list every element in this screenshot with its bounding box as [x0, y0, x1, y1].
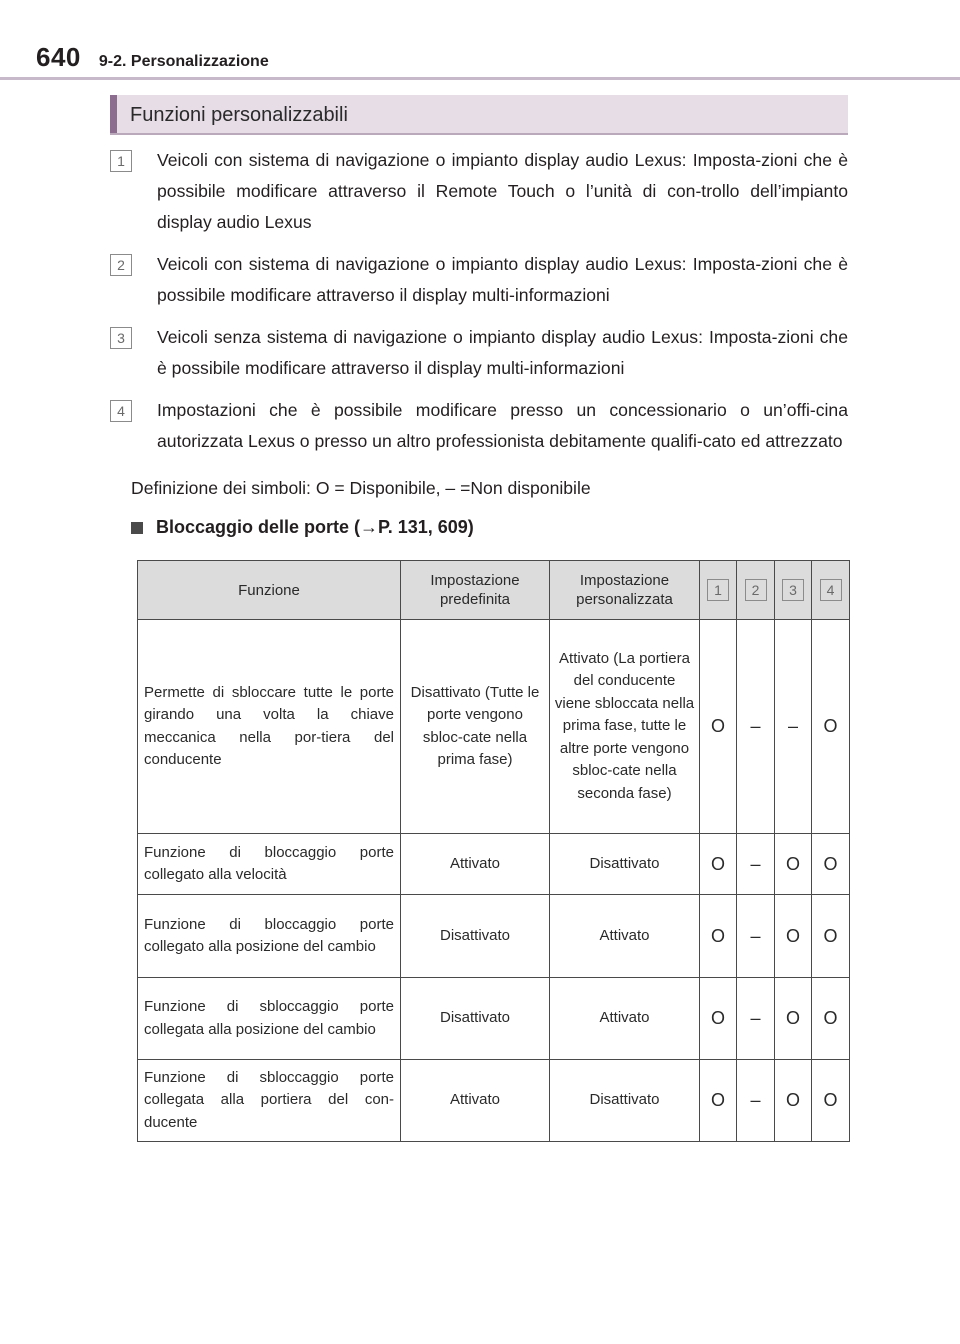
legend-item: [110, 322, 848, 384]
cell-custom: Attivato: [550, 895, 700, 978]
cell-default: Attivato: [401, 1060, 550, 1142]
cell-mark: –: [737, 834, 775, 895]
header-function: Funzione: [138, 561, 401, 620]
cell-custom: Attivato (La portiera del conducente viene sbloccata nella prima fase, tutte le altre porte vengono sbloc-cate nella seconda fase): [550, 620, 700, 834]
item-number-badge: 3: [110, 327, 132, 349]
column-number-badge: 4: [820, 579, 842, 601]
page-number: 640: [36, 42, 81, 72]
legend-item: [110, 395, 848, 457]
cell-mark: –: [737, 978, 775, 1060]
subheading-text: Bloccaggio delle porte (→P. 131, 609): [156, 517, 474, 537]
table-row: [138, 895, 850, 978]
cell-function: Funzione di sbloccaggio porte collegata alla posizione del cambio: [138, 978, 401, 1060]
section-title: Funzioni personalizzabili: [130, 104, 348, 126]
cell-mark: O: [812, 978, 850, 1060]
cell-default: Disattivato: [401, 895, 550, 978]
cell-mark: O: [700, 895, 737, 978]
cell-default: Disattivato: [401, 978, 550, 1060]
chapter-title: 9-2. Personalizzazione: [98, 53, 269, 70]
column-number-badge: 1: [707, 579, 729, 601]
subheading: [131, 517, 474, 538]
table-row: [138, 620, 850, 834]
cell-mark: O: [700, 978, 737, 1060]
cell-mark: O: [700, 834, 737, 895]
cell-default: Attivato: [401, 834, 550, 895]
cell-mark: –: [775, 620, 812, 834]
page-header: [36, 42, 269, 73]
header-col-4: [812, 561, 850, 620]
cell-mark: O: [812, 1060, 850, 1142]
cell-mark: O: [812, 834, 850, 895]
square-bullet-icon: [131, 522, 143, 534]
cell-mark: O: [700, 1060, 737, 1142]
item-text: Veicoli senza sistema di navigazione o impianto display audio Lexus: Imposta-zioni che è possibile modificare attraverso il display multi-informazioni: [157, 327, 848, 378]
cell-function: Permette di sbloccare tutte le porte girando una volta la chiave meccanica nella por-tiera del conducente: [138, 620, 401, 834]
section-heading-bar: [110, 95, 848, 135]
legend-item: [110, 249, 848, 311]
legend-item: [110, 145, 848, 238]
cell-function: Funzione di sbloccaggio porte collegata alla portiera del con-ducente: [138, 1060, 401, 1142]
item-text: Impostazioni che è possibile modificare presso un concessionario o un’offi-cina autorizzata Lexus o presso un altro professionista debitamente qualifi-cato ed attrezzato: [157, 400, 848, 451]
header-col-1: [700, 561, 737, 620]
cell-mark: O: [775, 895, 812, 978]
cell-default: Disattivato (Tutte le porte vengono sbloc-cate nella prima fase): [401, 620, 550, 834]
header-col-2: [737, 561, 775, 620]
symbol-definition: Definizione dei simboli: O = Disponibile, – =Non disponibile: [131, 478, 591, 498]
cell-function: Funzione di bloccaggio porte collegato alla posizione del cambio: [138, 895, 401, 978]
cell-mark: O: [775, 834, 812, 895]
table-header-row: [138, 561, 850, 620]
column-number-badge: 3: [782, 579, 804, 601]
cell-mark: O: [775, 978, 812, 1060]
settings-table: [137, 560, 850, 1142]
cell-mark: O: [700, 620, 737, 834]
cell-mark: O: [812, 620, 850, 834]
cell-custom: Disattivato: [550, 834, 700, 895]
header-custom: Impostazione personalizzata: [550, 561, 700, 620]
cell-custom: Disattivato: [550, 1060, 700, 1142]
cell-custom: Attivato: [550, 978, 700, 1060]
column-number-badge: 2: [745, 579, 767, 601]
cell-function: Funzione di bloccaggio porte collegato alla velocità: [138, 834, 401, 895]
cell-mark: –: [737, 1060, 775, 1142]
header-divider: [0, 77, 960, 80]
section-accent: [110, 95, 117, 133]
item-text: Veicoli con sistema di navigazione o impianto display audio Lexus: Imposta-zioni che è possibile modificare attraverso il display multi-informazioni: [157, 254, 848, 305]
table-row: [138, 978, 850, 1060]
item-number-badge: 2: [110, 254, 132, 276]
item-text: Veicoli con sistema di navigazione o impianto display audio Lexus: Imposta-zioni che è possibile modificare attraverso il Remote Touch o l’unità di con-trollo dell’impianto display audio Lexus: [157, 150, 848, 232]
header-default: Impostazione predefinita: [401, 561, 550, 620]
cell-mark: O: [812, 895, 850, 978]
table-row: [138, 834, 850, 895]
header-col-3: [775, 561, 812, 620]
legend-list: [110, 145, 848, 468]
cell-mark: O: [775, 1060, 812, 1142]
cell-mark: –: [737, 620, 775, 834]
item-number-badge: 4: [110, 400, 132, 422]
table-row: [138, 1060, 850, 1142]
item-number-badge: 1: [110, 150, 132, 172]
cell-mark: –: [737, 895, 775, 978]
